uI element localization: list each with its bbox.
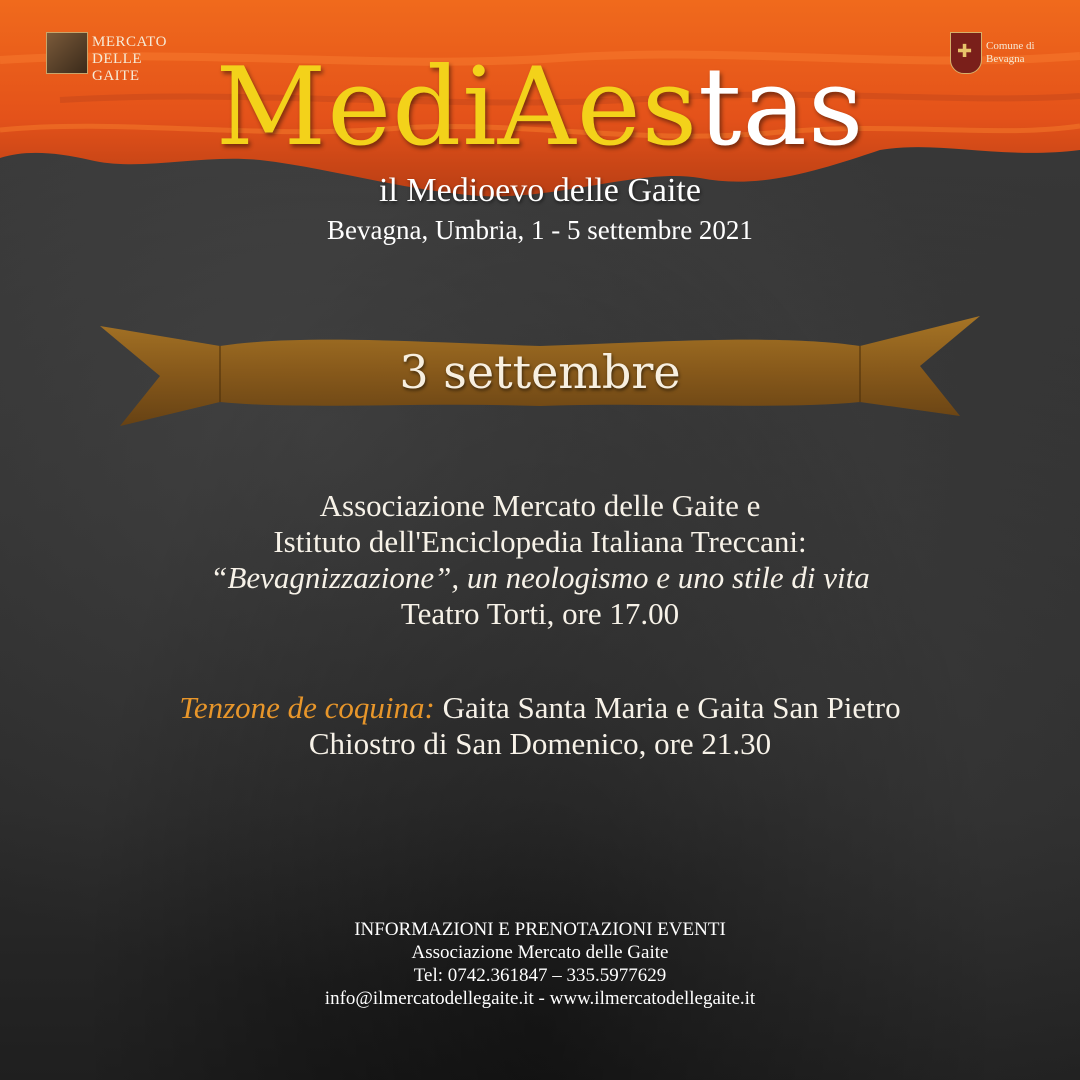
footer-tel: Tel: 0742.361847 – 335.5977629 [413,965,667,986]
title-part-s: s [641,45,699,170]
place-dates: Bevagna, Umbria, 1 - 5 settembre 2021 [327,215,753,245]
event-1-line-1: Associazione Mercato delle Gaite e [319,488,761,523]
comune-logo-line1: Comune di [986,40,1035,52]
footer-heading: INFORMAZIONI E PRENOTAZIONI EVENTI [354,919,726,940]
event-1-line-3: “Bevagnizzazione”, un neologismo e uno stile di vita [210,560,870,595]
gaite-logo-line2: DELLE GAITE [92,51,142,84]
event-1-line-4: Teatro Torti, ore 17.00 [400,596,680,631]
ribbon-date: 3 settembre [399,345,681,399]
footer-contacts: info@ilmercatodellegaite.it - www.ilmercatodellegaite.it [324,988,756,1009]
event-1 [0,488,1080,632]
gaite-logo-line1: MERCATO [92,34,167,50]
footer-info [0,918,1080,1010]
footer-org: Associazione Mercato delle Gaite [411,942,669,963]
event-1-line-2: Istituto dell'Enciclopedia Italiana Treccani: [273,524,807,559]
comune-logo-line2: Bevagna [986,53,1025,65]
title-part-ae: Ae [497,45,642,170]
title-part-tas: tas [698,45,865,170]
title-part-medi: Medi [215,45,498,170]
event-2-line-1-rest: Gaita Santa Maria e Gaita San Pietro [434,690,901,725]
event-2 [0,690,1080,762]
subtitle: il Medioevo delle Gaite [379,172,701,209]
event-2-line-2: Chiostro di San Domenico, ore 21.30 [308,726,772,761]
event-2-line-1 [0,690,1080,726]
event-2-label: Tenzone de coquina: [179,690,435,725]
